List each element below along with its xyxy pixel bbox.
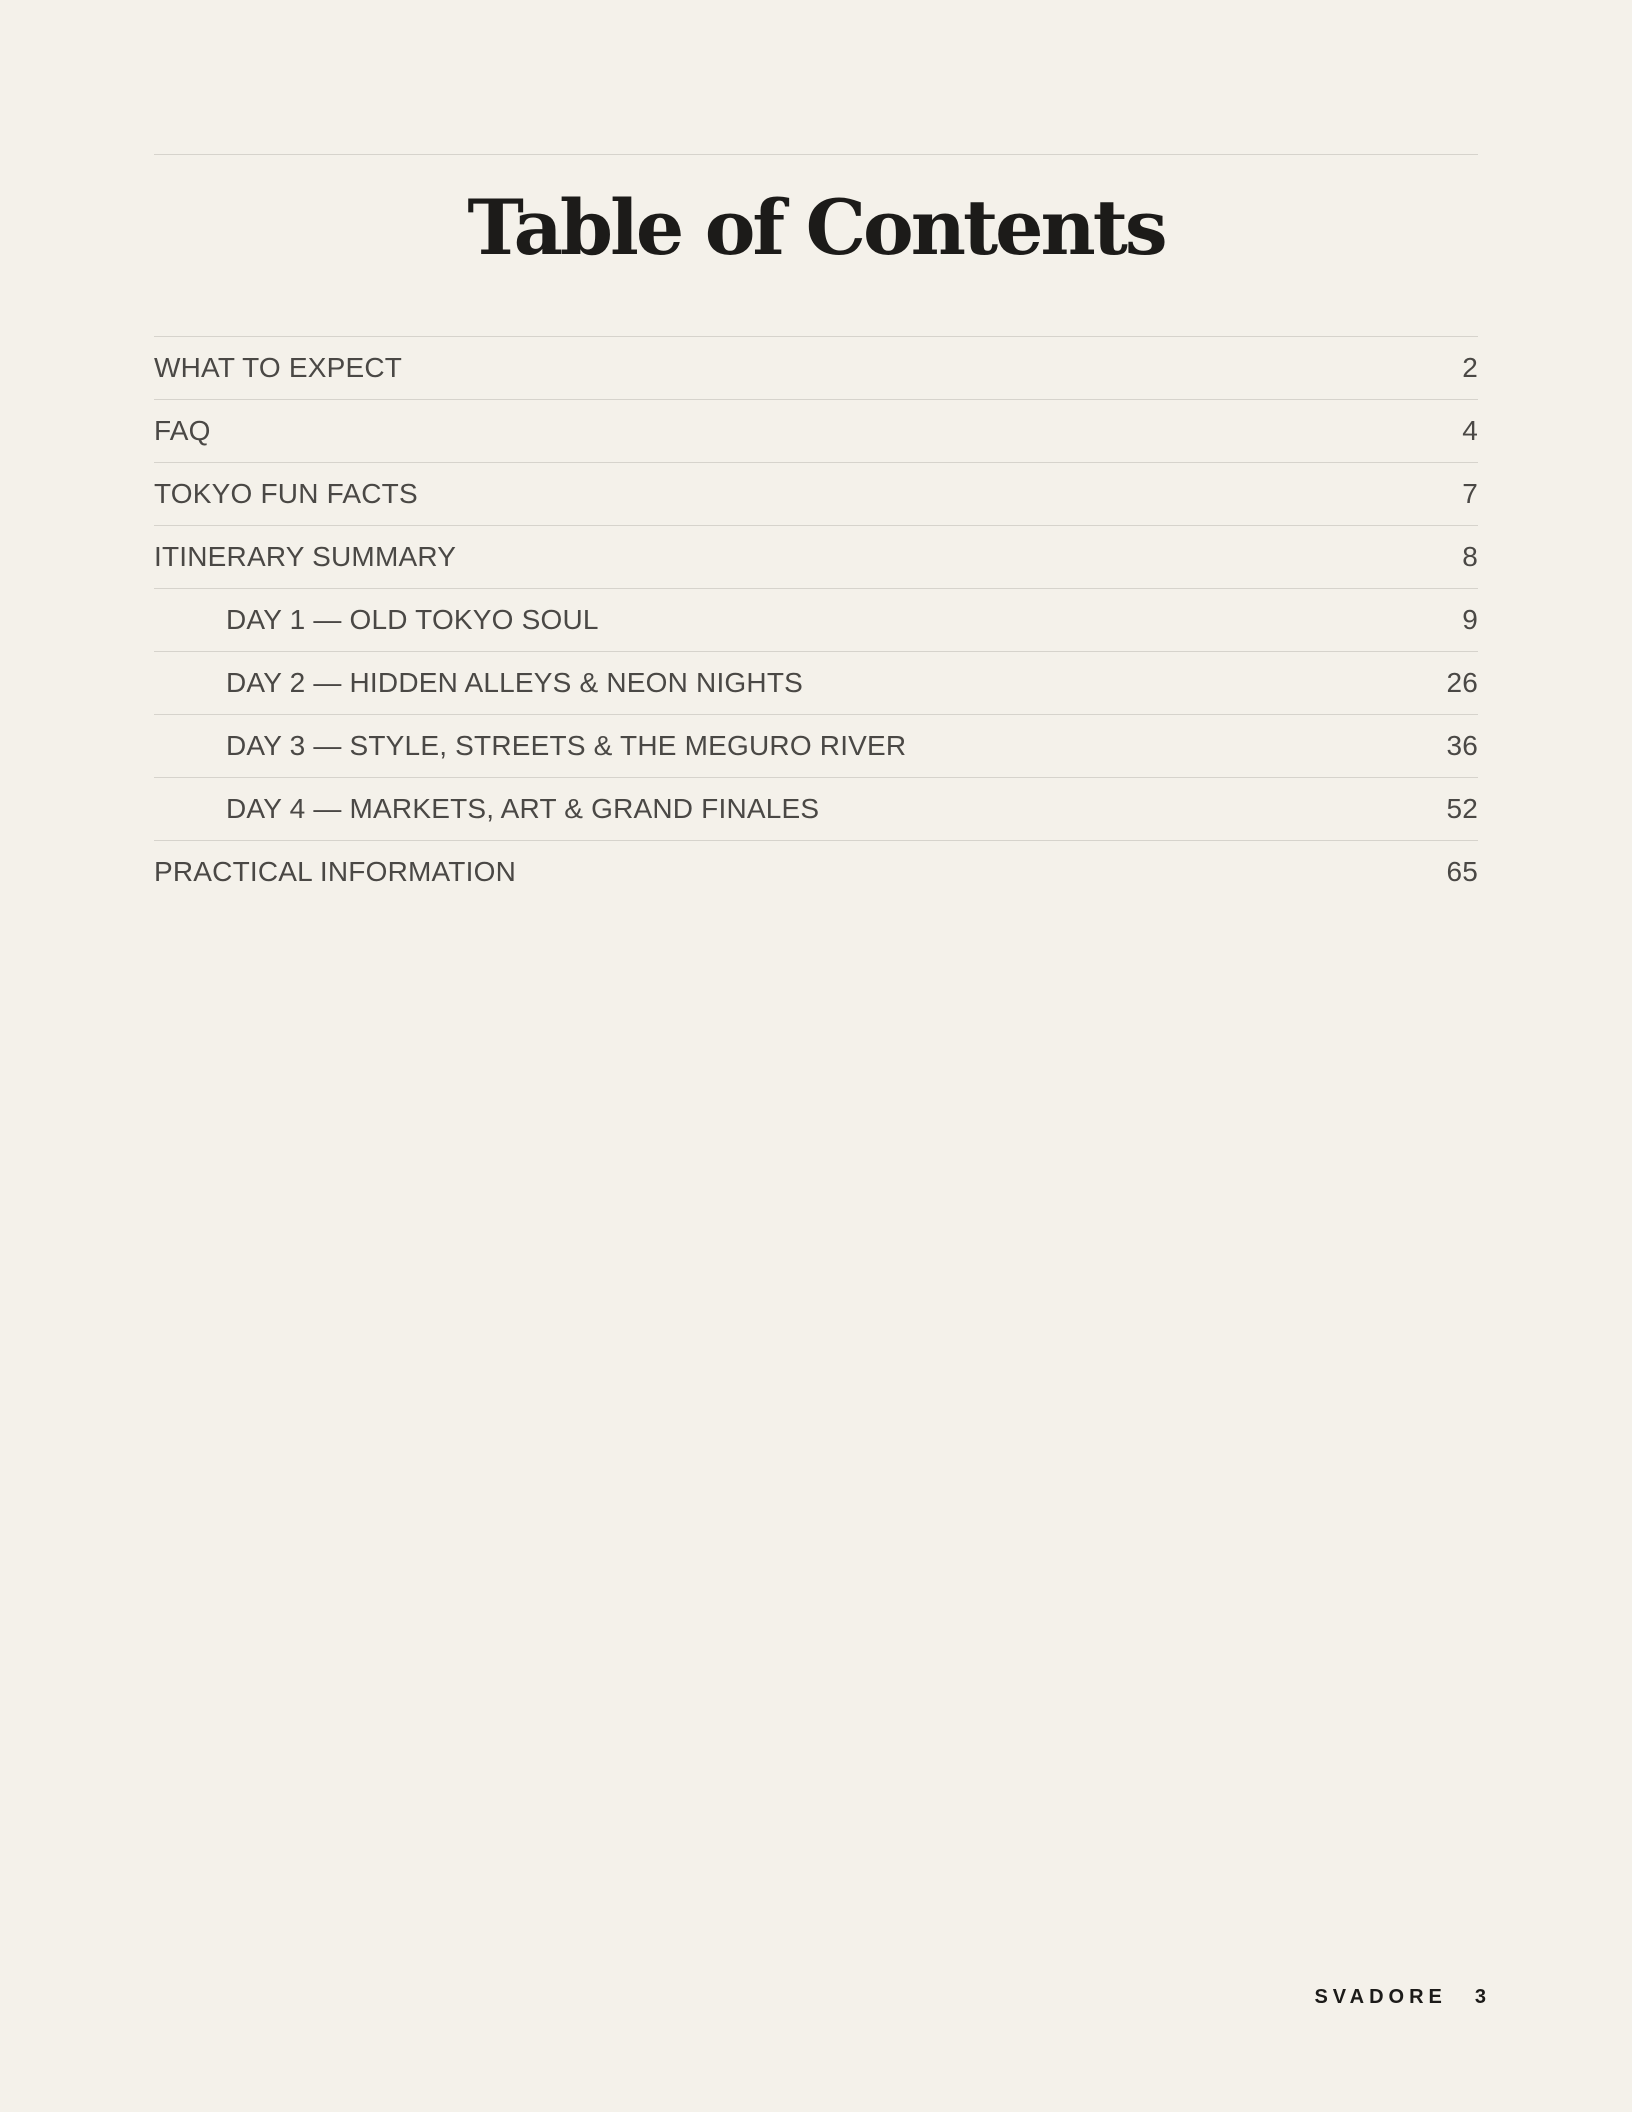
toc-entry-itinerary-summary[interactable]: [154, 526, 1478, 589]
toc-entry-label: DAY 4 — MARKETS, ART & GRAND FINALES: [226, 793, 820, 824]
brand-name: SVADORE: [1314, 1986, 1447, 2008]
toc-entry-tokyo-fun-facts[interactable]: [154, 463, 1478, 526]
toc-entry-what-to-expect[interactable]: [154, 337, 1478, 400]
page-footer: [1314, 1986, 1486, 2009]
toc-entry-label: ITINERARY SUMMARY: [154, 541, 457, 572]
toc-entry-page-number: 26: [1446, 667, 1478, 698]
top-divider: [154, 154, 1478, 155]
toc-entry-page-number: 9: [1462, 604, 1478, 635]
toc-entry-day-3[interactable]: [154, 715, 1478, 778]
toc-entry-page-number: 65: [1446, 856, 1478, 887]
toc-entry-page-number: 7: [1462, 478, 1478, 509]
toc-entry-day-1[interactable]: [154, 589, 1478, 652]
toc-entry-label: PRACTICAL INFORMATION: [154, 856, 516, 887]
toc-entry-practical-information[interactable]: [154, 841, 1478, 903]
toc-entry-label: DAY 3 — STYLE, STREETS & THE MEGURO RIVER: [226, 730, 907, 761]
toc-entry-faq[interactable]: [154, 400, 1478, 463]
toc-entry-label: WHAT TO EXPECT: [154, 352, 403, 383]
toc-entry-label: FAQ: [154, 415, 211, 446]
toc-entry-day-4[interactable]: [154, 778, 1478, 841]
table-of-contents: [154, 336, 1478, 903]
toc-entry-page-number: 8: [1462, 541, 1478, 572]
toc-entry-day-2[interactable]: [154, 652, 1478, 715]
toc-entry-label: TOKYO FUN FACTS: [154, 478, 418, 509]
toc-entry-page-number: 36: [1446, 730, 1478, 761]
page-number: 3: [1474, 1986, 1486, 2008]
page-title: Table of Contents: [467, 183, 1165, 272]
toc-entry-page-number: 52: [1446, 793, 1478, 824]
toc-entry-label: DAY 2 — HIDDEN ALLEYS & NEON NIGHTS: [226, 667, 804, 698]
toc-entry-label: DAY 1 — OLD TOKYO SOUL: [226, 604, 599, 635]
toc-entry-page-number: 2: [1462, 352, 1478, 383]
toc-entry-page-number: 4: [1462, 415, 1478, 446]
